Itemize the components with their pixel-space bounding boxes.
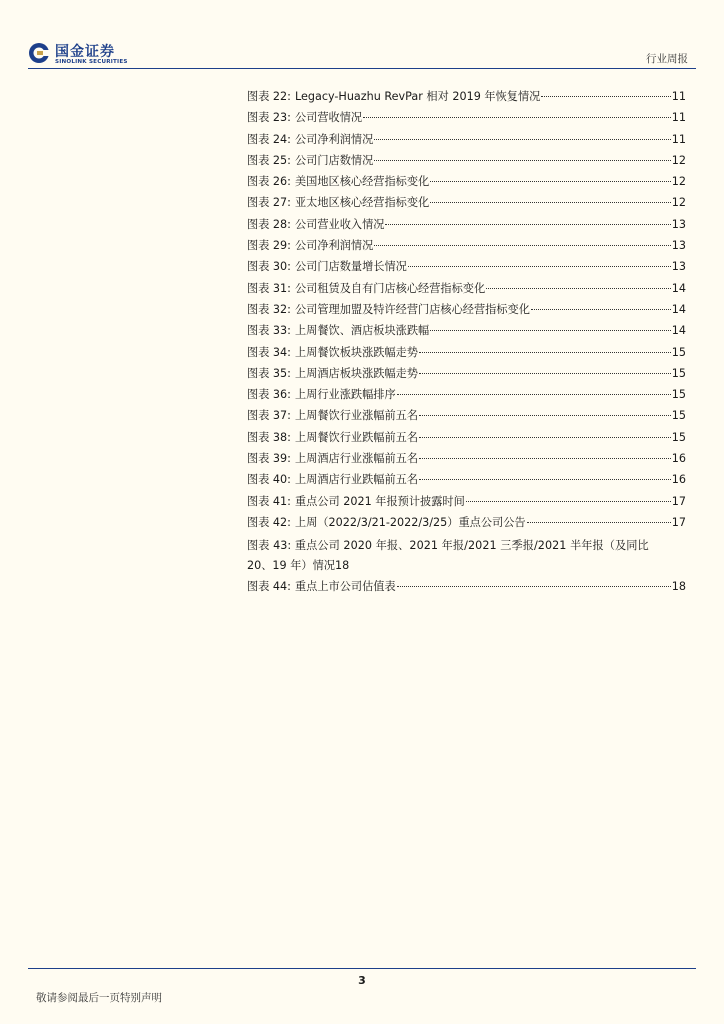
toc-label: 图表 32: (247, 302, 291, 316)
toc-title: 公司门店数量增长情况 (294, 260, 407, 274)
toc-leader-dots (363, 117, 671, 118)
logo-text-en: SINOLINK SECURITIES (55, 59, 128, 65)
footer-divider (28, 968, 696, 969)
toc-leader-dots (397, 586, 671, 587)
toc-title: 公司营业收入情况 (294, 217, 385, 231)
footer-disclaimer: 敬请参阅最后一页特别声明 (36, 992, 162, 1004)
toc-leader-dots (419, 373, 671, 374)
toc-title: 公司门店数情况 (294, 153, 374, 167)
toc-label: 图表 23: (247, 111, 291, 125)
toc-page-number: 14 (671, 281, 686, 295)
toc-entry[interactable] (247, 216, 686, 237)
toc-page-number: 14 (671, 324, 686, 338)
toc-entry[interactable] (247, 407, 686, 428)
toc-title: 上周餐饮、酒店板块涨跌幅 (294, 324, 430, 338)
header-divider (28, 68, 696, 69)
toc-label: 图表 38: (247, 430, 291, 444)
toc-page-number: 14 (671, 302, 686, 316)
toc-label: 图表 34: (247, 345, 291, 359)
toc-entry-43[interactable] (247, 535, 686, 578)
toc-leader-dots (374, 139, 670, 140)
toc-page-number: 16 (671, 473, 686, 487)
toc-entry[interactable] (247, 173, 686, 194)
toc-label: 图表 24: (247, 132, 291, 146)
toc-leader-dots (408, 266, 671, 267)
toc-leader-dots (419, 437, 671, 438)
toc-leader-dots (374, 245, 670, 246)
company-logo (28, 40, 138, 70)
toc-title: 美国地区核心经营指标变化 (294, 175, 430, 189)
toc-entry[interactable] (247, 280, 686, 301)
toc-label: 图表 30: (247, 260, 291, 274)
toc-leader-dots (385, 224, 670, 225)
toc-title: 上周酒店行业跌幅前五名 (294, 473, 419, 487)
toc-title: 重点公司 2020 年报、2021 年报/2021 三季报/2021 半年报（及同比 (294, 539, 649, 553)
toc-entry[interactable] (247, 386, 686, 407)
toc-leader-dots (430, 330, 671, 331)
toc-page-number: 17 (671, 515, 686, 529)
toc-entry[interactable] (247, 514, 686, 535)
toc-entry-44[interactable] (247, 578, 686, 599)
toc-page-number: 11 (671, 132, 686, 146)
toc-leader-dots (419, 479, 671, 480)
toc-entry[interactable] (247, 237, 686, 258)
toc-page-number: 13 (671, 217, 686, 231)
toc-entry[interactable] (247, 450, 686, 471)
toc-leader-dots (466, 501, 671, 502)
toc-leader-dots (419, 458, 671, 459)
toc-entry[interactable] (247, 429, 686, 450)
toc-entry-43-line2 (247, 557, 686, 578)
toc-page-number: 13 (671, 260, 686, 274)
toc-entry[interactable] (247, 301, 686, 322)
toc-entry[interactable] (247, 365, 686, 386)
toc-title-continued: 20、19 年）情况 (247, 558, 335, 572)
toc-leader-dots (419, 352, 671, 353)
toc-leader-dots (430, 181, 671, 182)
toc-page-number: 15 (671, 388, 686, 402)
toc-leader-dots (486, 288, 671, 289)
toc-entry[interactable] (247, 344, 686, 365)
toc-leader-dots (430, 202, 671, 203)
toc-leader-dots (541, 96, 670, 97)
toc-label: 图表 37: (247, 409, 291, 423)
toc-label: 图表 35: (247, 366, 291, 380)
toc-label: 图表 29: (247, 239, 291, 253)
toc-page-number: 18 (671, 579, 686, 593)
toc-label: 图表 43: (247, 539, 292, 553)
toc-entry[interactable] (247, 194, 686, 215)
toc-leader-dots (419, 415, 671, 416)
toc-page-number: 12 (671, 153, 686, 167)
toc-label: 图表 26: (247, 175, 291, 189)
toc-page-number: 12 (671, 175, 686, 189)
toc-page-number: 11 (671, 90, 686, 103)
toc-page-number: 11 (671, 111, 686, 125)
toc-title: 公司净利润情况 (294, 239, 374, 253)
toc-label: 图表 33: (247, 324, 291, 338)
page-number: 3 (358, 974, 366, 987)
toc-page-number: 17 (671, 494, 686, 508)
toc-label: 图表 28: (247, 217, 291, 231)
toc-page-number: 18 (334, 558, 350, 572)
toc-label: 图表 39: (247, 452, 291, 466)
toc-entry[interactable] (247, 152, 686, 173)
toc-leader-dots (527, 522, 671, 523)
toc-leader-dots (531, 309, 671, 310)
figure-list (247, 88, 686, 599)
toc-entry[interactable] (247, 493, 686, 514)
toc-page-number: 15 (671, 345, 686, 359)
toc-leader-dots (397, 394, 671, 395)
toc-title: 上周（2022/3/21-2022/3/25）重点公司公告 (294, 515, 526, 529)
toc-entry[interactable] (247, 131, 686, 152)
toc-entry[interactable] (247, 322, 686, 343)
toc-title: 公司营收情况 (294, 111, 363, 125)
toc-label: 图表 40: (247, 473, 291, 487)
toc-title: 上周酒店板块涨跌幅走势 (294, 366, 419, 380)
toc-title: 上周餐饮板块涨跌幅走势 (294, 345, 419, 359)
report-type: 行业周报 (646, 53, 688, 65)
toc-entry-43-line1 (247, 535, 686, 556)
toc-entry[interactable] (247, 109, 686, 130)
toc-page-number: 13 (671, 239, 686, 253)
toc-title: 公司管理加盟及特许经营门店核心经营指标变化 (294, 302, 530, 316)
toc-label: 图表 22: (247, 90, 291, 103)
toc-title: 亚太地区核心经营指标变化 (294, 196, 430, 210)
toc-title: 公司净利润情况 (294, 132, 374, 146)
toc-label: 图表 44: (247, 579, 291, 593)
toc-title: 上周行业涨跌幅排序 (294, 388, 396, 402)
toc-page-number: 15 (671, 409, 686, 423)
logo-text-cn: 国金证券 (55, 44, 115, 60)
toc-label: 图表 42: (247, 515, 291, 529)
toc-title: 上周酒店行业涨幅前五名 (294, 452, 419, 466)
toc-leader-dots (374, 160, 670, 161)
toc-page-number: 15 (671, 366, 686, 380)
toc-label: 图表 41: (247, 494, 291, 508)
toc-label: 图表 36: (247, 388, 291, 402)
toc-title: 重点公司 2021 年报预计披露时间 (294, 494, 465, 508)
toc-page-number: 16 (671, 452, 686, 466)
toc-page-number: 15 (671, 430, 686, 444)
toc-entry[interactable] (247, 258, 686, 279)
toc-title: Legacy-Huazhu RevPar 相对 2019 年恢复情况 (294, 90, 541, 103)
toc-title: 上周餐饮行业跌幅前五名 (294, 430, 419, 444)
toc-entry[interactable] (247, 88, 686, 109)
toc-label: 图表 31: (247, 281, 291, 295)
toc-title: 公司租赁及自有门店核心经营指标变化 (294, 281, 486, 295)
toc-title: 重点上市公司估值表 (294, 579, 396, 593)
toc-entry[interactable] (247, 471, 686, 492)
toc-label: 图表 27: (247, 196, 291, 210)
toc-page-number: 12 (671, 196, 686, 210)
toc-title: 上周餐饮行业涨幅前五名 (294, 409, 419, 423)
sinolink-logo-icon (28, 40, 50, 66)
toc-label: 图表 25: (247, 153, 291, 167)
